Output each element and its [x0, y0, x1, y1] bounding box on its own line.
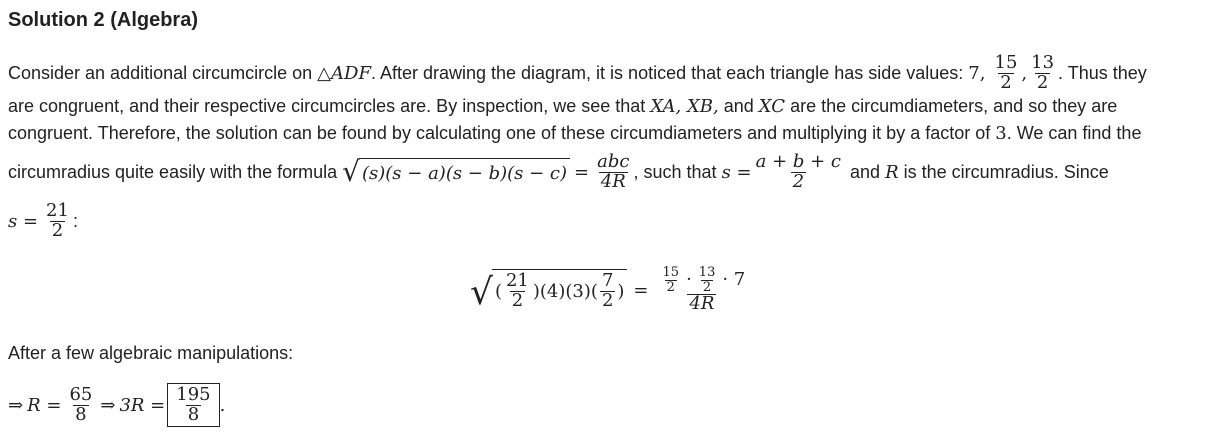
paragraph-line-3	[8, 123, 1141, 144]
fraction-13-2: $\frac{13}{2}$	[1031, 51, 1055, 93]
final-result	[8, 375, 225, 435]
fraction-195-8: $\frac{195}{8}$	[176, 383, 211, 425]
circumradius-r: R	[885, 161, 899, 183]
display-equation	[470, 260, 749, 320]
three-r-equals: 3R =	[119, 394, 166, 416]
solution-heading: Solution 2 (Algebra)	[8, 9, 198, 31]
manipulations-text: After a few algebraic manipulations:	[8, 343, 294, 363]
equals-display: =	[633, 279, 649, 301]
triangle-adf: △ADF	[317, 62, 371, 84]
dot-seven: · 7	[722, 268, 746, 290]
paragraph-line-2	[8, 96, 1117, 117]
line1-after: . After drawing the diagram, it is noticed that each triangle has side values:	[370, 62, 964, 83]
dot-1: ·	[686, 268, 692, 290]
implies-arrow-1: ⇒	[8, 394, 24, 416]
fraction-abc-4r: $\frac{\text{abc}}{4R}$	[597, 150, 630, 192]
fraction-15-2-small: $\frac{15}{2}$	[662, 264, 680, 295]
line4-text-d: is the circumradius. Since	[903, 161, 1109, 182]
s-equals: s =	[721, 161, 752, 183]
fraction-semi-perimeter: $\frac{a + b + c}{2}$	[755, 150, 841, 192]
s-equals-2: s =	[8, 210, 39, 232]
line3-text-b: . We can find the	[1006, 123, 1142, 143]
heron-sqrt: √ (s)(s − a)(s − b)(s − c)	[342, 158, 570, 186]
paren-open: (	[494, 281, 502, 302]
line2-text-a: are congruent, and their respective circumcircles are. By inspection, we see that	[8, 96, 646, 116]
fraction-21-2-eq: $\frac{21}{2}$	[505, 270, 529, 311]
factor-three: 3	[995, 123, 1007, 144]
line4-text-a: circumradius quite easily with the formula	[8, 161, 338, 182]
segments-xa-xb: XA, XB,	[650, 96, 719, 117]
r-equals: R =	[27, 394, 62, 416]
lhs-sqrt: √ ( $\frac{21}{2}$ )(4)(3)( $\frac{7}{2}$ )	[470, 269, 627, 311]
rhs-fraction: $\frac{15}{2}$ · $\frac{13}{2}$ · 7 4R	[662, 264, 746, 315]
fraction-15-2: $\frac{15}{2}$	[994, 51, 1018, 93]
colon: :	[72, 210, 78, 231]
paragraph-line-1	[8, 48, 1147, 98]
line2-text-b: are the circumdiameters, and so they are	[790, 96, 1118, 116]
paren-close: )	[617, 281, 625, 302]
final-period: .	[219, 394, 226, 416]
fraction-21-2: $\frac{21}{2}$	[46, 199, 69, 241]
product-middle: )(4)(3)(	[532, 281, 598, 302]
boxed-answer	[167, 383, 219, 428]
segment-xc: XC	[758, 96, 786, 117]
comma: ,	[1021, 62, 1028, 84]
line4-text-b: , such that	[633, 161, 717, 182]
fraction-7-2: $\frac{7}{2}$	[601, 270, 614, 311]
line1-lead: Consider an additional circumcircle on	[8, 62, 313, 83]
line1-tail: . Thus they	[1058, 62, 1147, 83]
equals: =	[574, 161, 590, 183]
fraction-13-2-small: $\frac{13}{2}$	[698, 264, 716, 295]
side-seven: 7,	[968, 62, 986, 84]
paragraph-line-5	[8, 196, 78, 246]
line3-text-a: congruent. Therefore, the solution can be found by calculating one of these circumdiameters and multiplying it by a factor of	[8, 123, 991, 143]
line4-and: and	[850, 161, 881, 182]
paragraph-line-4	[8, 146, 1109, 198]
fraction-65-8: $\frac{65}{8}$	[69, 383, 93, 425]
line2-and: and	[723, 96, 754, 116]
implies-arrow-2: ⇒	[100, 394, 116, 416]
